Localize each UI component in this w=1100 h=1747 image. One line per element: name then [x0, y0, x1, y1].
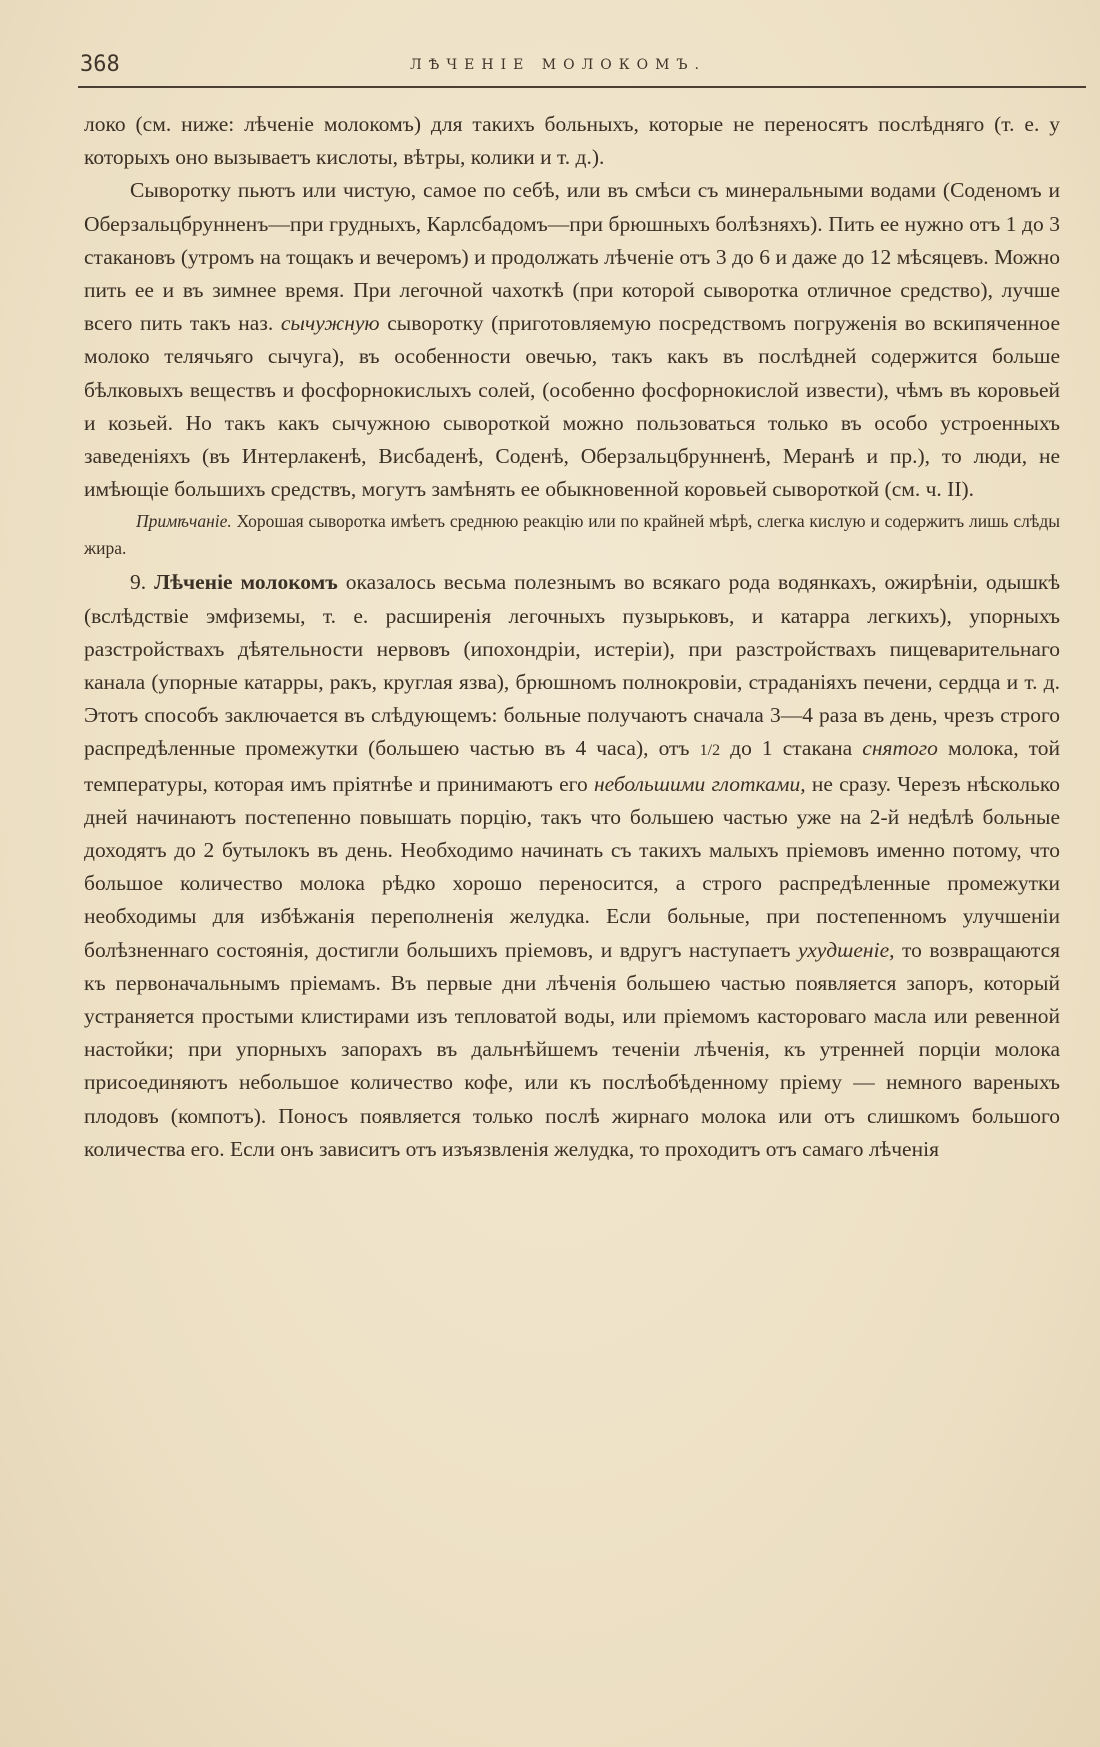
header-rule: [78, 86, 1086, 88]
page-header: [80, 52, 1080, 86]
emphasis-skimmed: снятого: [862, 736, 938, 761]
note-paragraph: [84, 508, 1060, 562]
emphasis-small-sips: небольшими глотками,: [593, 771, 806, 796]
emphasis-rennet: сычужную: [280, 311, 380, 336]
page-number: 368: [80, 52, 120, 77]
paragraph-whey: Сыворотку пьютъ или чистую, самое по себѣ, или въ смѣси съ минеральными водами (Соденомъ и Оберзальцбрунненъ—при грудныхъ, Карлсбадомъ—при брюшныхъ болѣзняхъ). Пить ее нужно отъ 1 до 3 стакановъ (утромъ на тощакъ и вечеромъ) и продолжать лѣченіе отъ 3 до 6 и даже до 12 мѣсяцевъ. Можно пить ее и въ зимнее время. При легочной чахоткѣ (при которой сыворотка отличное средство), лучше всего пить такъ наз. сычужную сыворотку (приготовляемую посредствомъ погруженія во вскипяченное молоко телячьяго сычуга), въ особенности овечью, такъ какъ въ послѣдней содержится больше бѣлковыхъ веществъ и фосфорнокислыхъ солей, (особенно фосфорнокислой извести), чѣмъ въ коровьей и козьей. Но такъ какъ сычужною сывороткой можно пользоваться только въ особо устроенныхъ заведеніяхъ (въ Интерлакенѣ, Висбаденѣ, Соденѣ, Оберзальцбрунненѣ, Меранѣ и пр.), то люди, не имѣющіе большихъ средствъ, могутъ замѣнять ее обыкновенной коровьей сывороткой (см. ч. II).: [84, 178, 1060, 502]
fraction: 1/2: [699, 742, 721, 760]
running-title: ЛѢЧЕНІЕ МОЛОКОМЪ.: [410, 57, 706, 73]
note-label: Примѣчаніе.: [136, 511, 232, 532]
section-heading: Лѣченіе молокомъ: [154, 570, 338, 595]
emphasis-worsening: ухудшеніе,: [798, 937, 895, 962]
paragraph-continued: локо (см. ниже: лѣченіе молокомъ) для такихъ больныхъ, которые не переносятъ послѣдняго (т. е. у которыхъ оно вызываетъ кислоты, вѣтры, колики и т. д.).: [84, 112, 1060, 170]
note-text: Хорошая сыворотка имѣетъ среднюю реакцію или по крайней мѣрѣ, слегка кислую и содержитъ лишь слѣды жира.: [84, 511, 1060, 559]
section-number: 9.: [130, 570, 147, 595]
paragraph-milk-cure: 9. Лѣченіе молокомъ оказалось весьма полезнымъ во всякаго рода водянкахъ, ожирѣніи, одышкѣ (вслѣдствіе эмфиземы, т. е. расширенія легочныхъ пузырьковъ, и катарра легкихъ), упорныхъ разстройствахъ дѣятельности нервовъ (ипохондріи, истеріи), при разстройствахъ пищеварительнаго канала (упорные катарры, ракъ, круглая язва), брюшномъ полнокровіи, страданіяхъ печени, сердца и т. д. Этотъ способъ заключается въ слѣдующемъ: больные получаютъ сначала 3—4 раза въ день, чрезъ строго распредѣленные промежутки (большею частью въ 4 часа), отъ 1/2 до 1 стакана снятого молока, той температуры, которая имъ пріятнѣе и принимаютъ его небольшими глотками, не сразу. Черезъ нѣсколько дней начинаютъ постепенно повышать порцію, такъ что большею частью уже на 2-й недѣлѣ больные доходятъ до 2 бутылокъ въ день. Необходимо начинать съ такихъ малыхъ пріемовъ именно потому, что большое количество молока рѣдко хорошо переносится, а строго распредѣленные промежутки необходимы для избѣжанія переполненія желудка. Если больные, при постепенномъ улучшеніи болѣзненнаго состоянія, достигли большихъ пріемовъ, и вдругъ наступаетъ ухудшеніе, то возвращаются къ первоначальнымъ пріемамъ. Въ первые дни лѣченія большею частью появляется запоръ, который устраняется простыми клистирами изъ тепловатой воды, или пріемомъ касторовaго масла или ревенной настойки; при упорныхъ запорахъ въ дальнѣйшемъ теченіи лѣченія, къ утренней порціи молока присоединяютъ небольшое количество кофе, или къ послѣобѣденному пріему — немного вареныхъ плодовъ (компотъ). Поносъ появляется только послѣ жирнаго молока или отъ слишкомъ большого количества его. Если онъ зависитъ отъ изъязвленія желудка, то проходитъ отъ самаго лѣченія: [84, 570, 1061, 1161]
body-text: [84, 108, 1060, 1166]
